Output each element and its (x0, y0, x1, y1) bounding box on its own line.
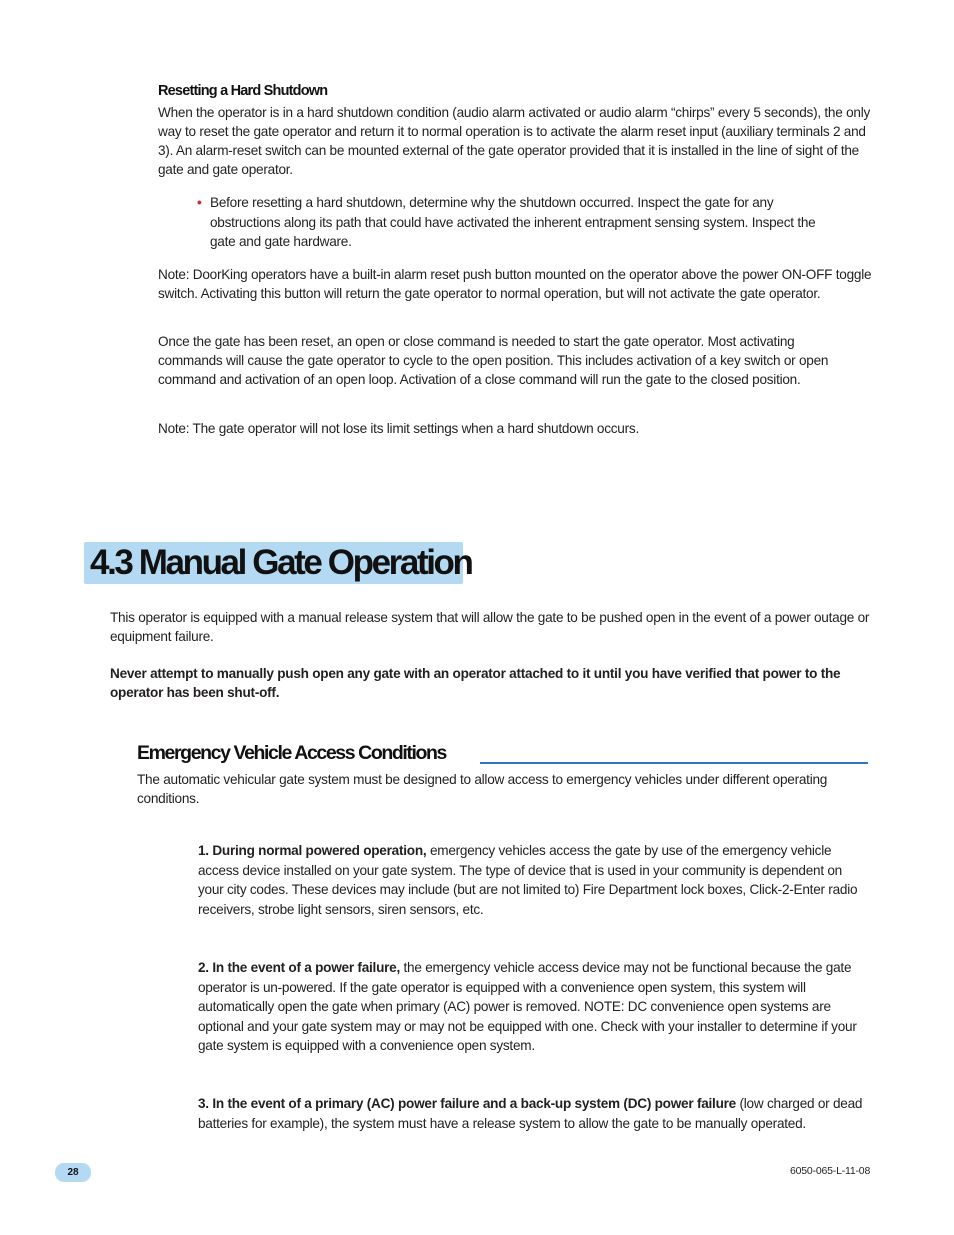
emergency-heading: Emergency Vehicle Access Conditions (137, 742, 446, 764)
emergency-item (198, 1094, 870, 1133)
resetting-heading: Resetting a Hard Shutdown (158, 83, 328, 99)
manual-intro: This operator is equipped with a manual release system that will allow the gate to be pushed open in the event of a power outage or equipment failure. (110, 610, 870, 644)
emergency-intro: The automatic vehicular gate system must be designed to allow access to emergency vehicles under different operating conditions. (137, 772, 828, 806)
emergency-item-text: (low charged or dead batteries for example), the system must have a release system to allow the gate to be manually operated. (198, 1096, 863, 1131)
emergency-item-lead: 2. In the event of a power failure, (198, 960, 400, 975)
heading-rule (480, 762, 868, 764)
bullet-dot-icon: • (197, 195, 202, 210)
reset-command-paragraph: Once the gate has been reset, an open or close command is needed to start the gate operator. Most activating commands will cause the gate operator to cycle to the open position. This includes activation of a key switch or open command and activation of an open loop. Activation of a close command will run the gate to the closed position. (158, 334, 829, 387)
document-code: 6050-065-L-11-08 (790, 1165, 871, 1177)
resetting-paragraph: When the operator is in a hard shutdown condition (audio alarm activated or audio alarm “chirps” every 5 seconds), the only way to reset the gate operator and return it to normal operation is to activate the alarm reset input (auxiliary terminals 2 and 3). An alarm-reset switch can be mounted external of the gate operator provided that it is installed in the line of sight of the gate and gate operator. (158, 105, 871, 177)
note-alarm-reset: Note: DoorKing operators have a built-in alarm reset push button mounted on the operator above the power ON-OFF toggle switch. Activating this button will return the gate operator to normal operation, but will not activate the gate operator. (158, 267, 872, 301)
emergency-item-lead: 1. During normal powered operation, (198, 843, 427, 858)
emergency-item-text: the emergency vehicle access device may not be functional because the gate operator is un-powered. If the gate operator is equipped with a convenience open system, this system will automatically open the gate when primary (AC) power is removed. NOTE: DC convenience open systems are optional and your gate system may or may not be equipped with one. Check with your installer to determine if your gate system is equipped with a convenience open system. (198, 960, 857, 1054)
page-number-badge: 28 (55, 1163, 91, 1182)
emergency-item (198, 958, 870, 1056)
manual-warning: Never attempt to manually push open any gate with an operator attached to it until you have verified that power to the operator has been shut-off. (110, 666, 841, 700)
emergency-item (198, 841, 870, 919)
emergency-item-text: emergency vehicles access the gate by use of the emergency vehicle access device installed on your gate system. The type of device that is used in your community is dependent on your city codes. These devices may include (but are not limited to) Fire Department lock boxes, Click-2-Enter radio receivers, strobe light sensors, siren sensors, etc. (198, 843, 858, 917)
emergency-item-lead: 3. In the event of a primary (AC) power failure and a back-up system (DC) power failure (198, 1096, 736, 1111)
section-title: 4.3 Manual Gate Operation (90, 543, 472, 582)
bullet-marker (197, 193, 209, 212)
note-limit-settings: Note: The gate operator will not lose its limit settings when a hard shutdown occurs. (158, 421, 639, 436)
bullet-text: Before resetting a hard shutdown, determine why the shutdown occurred. Inspect the gate for any obstructions along its path that could have activated the inherent entrapment sensing system. Inspect the gate and gate hardware. (210, 195, 816, 249)
